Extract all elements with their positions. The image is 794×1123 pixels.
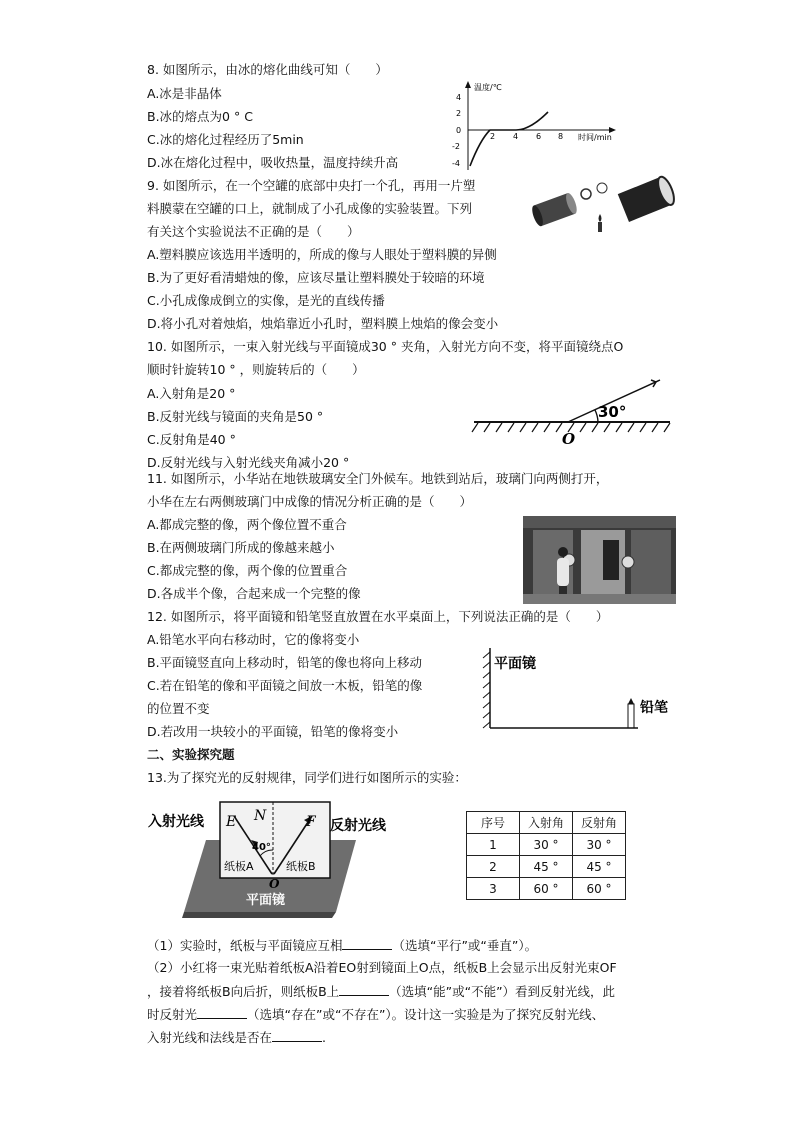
board-b-label: 纸板B (286, 860, 316, 873)
normal-n-label: N (254, 808, 267, 824)
q11-option-c: C.都成完整的像，两个像的位置重合 (147, 563, 348, 578)
table-cell: 30 ° (573, 834, 626, 856)
ice-melting-graph (452, 78, 652, 174)
reflection-experiment-figure (146, 800, 406, 920)
answer-blank-3[interactable] (197, 1006, 247, 1019)
q11-option-d: D.各成半个像，合起来成一个完整的像 (147, 586, 361, 601)
q9-option-c: C.小孔成像成倒立的实像，是光的直线传播 (147, 293, 385, 308)
table-row (467, 856, 626, 878)
pencil-label: 铅笔 (640, 700, 668, 716)
q12-option-c-2: 的位置不变 (147, 701, 210, 716)
q10-stem-2: 顺时针旋转10 ° ，则旋转后的（ ） (147, 362, 365, 377)
table-row (467, 878, 626, 900)
q13-part1 (147, 937, 537, 954)
q11-option-b: B.在两侧玻璃门所成的像越来越小 (147, 540, 335, 555)
xtick-6: 6 (536, 132, 542, 141)
q8-option-d: D.冰在熔化过程中，吸收热量，温度持续升高 (147, 155, 399, 170)
angle-40-label: 40° (252, 842, 271, 853)
graph-ylabel: 温度/℃ (474, 83, 502, 92)
table-cell: 45 ° (520, 856, 573, 878)
q13-part2-text-a: ，接着将纸板B向后折，则纸板B上 (147, 984, 340, 999)
ytick-2: 2 (456, 109, 462, 118)
q12-option-b: B.平面镜竖直向上移动时，铅笔的像也将向上移动 (147, 655, 423, 670)
q13-part2-text-f: . (322, 1030, 326, 1045)
table-header-reflected: 反射角 (573, 812, 626, 834)
table-header-incident: 入射角 (520, 812, 573, 834)
q9-option-a: A.塑料膜应该选用半透明的，所成的像与人眼处于塑料膜的异侧 (147, 247, 497, 262)
answer-blank-2[interactable] (339, 983, 389, 996)
plane-mirror-label: 平面镜 (246, 893, 286, 908)
q9-option-d: D.将小孔对着烛焰，烛焰靠近小孔时，塑料膜上烛焰的像会变小 (147, 316, 499, 331)
pinhole-camera-figure (528, 174, 678, 244)
table-header-index: 序号 (467, 812, 520, 834)
q12-stem: 12. 如图所示，将平面镜和铅笔竖直放置在水平桌面上，下列说法正确的是（ ） (147, 609, 609, 624)
table-cell: 2 (467, 856, 520, 878)
table-cell: 3 (467, 878, 520, 900)
table-cell: 60 ° (520, 878, 573, 900)
q10-option-b: B.反射光线与镜面的夹角是50 ° (147, 409, 324, 424)
table-row (467, 834, 626, 856)
q8-stem: 8. 如图所示，由冰的熔化曲线可知（ ） (147, 62, 388, 77)
q10-option-c: C.反射角是40 ° (147, 432, 236, 447)
q13-part2-text-c: 时反射光 (147, 1007, 198, 1022)
q12-option-d: D.若改用一块较小的平面镜，铅笔的像将变小 (147, 724, 399, 739)
q13-stem: 13.为了探究光的反射规律，同学们进行如图所示的实验： (147, 770, 467, 785)
q13-part2-line1: （2）小红将一束光贴着纸板A沿着EO射到镜面上O点，纸板B上会显示出反射光束OF (147, 960, 617, 975)
q10-option-a: A.入射角是20 ° (147, 386, 236, 401)
q9-stem-3: 有关这个实验说法不正确的是（ ） (147, 224, 360, 239)
table-cell: 60 ° (573, 878, 626, 900)
q13-part1-text-a: （1）实验时，纸板与平面镜应互相 (147, 938, 343, 953)
q13-part2-line4 (147, 1029, 326, 1046)
ytick-0: 0 (456, 126, 462, 135)
xtick-2: 2 (490, 132, 496, 141)
q11-option-a: A.都成完整的像，两个像位置不重合 (147, 517, 347, 532)
table-cell: 45 ° (573, 856, 626, 878)
q10-stem-1: 10. 如图所示，一束入射光线与平面镜成30 ° 夹角，入射光方向不变，将平面镜绕点O (147, 339, 624, 354)
graph-xlabel: 时间/min (578, 133, 612, 142)
section-2-title: 二、实验探究题 (147, 747, 235, 762)
mirror-angle-figure (470, 372, 680, 448)
q11-stem-2: 小华在左右两侧玻璃门中成像的情况分析正确的是（ ） (147, 494, 473, 509)
point-o-label: O (269, 877, 280, 891)
answer-blank-4[interactable] (272, 1029, 322, 1042)
ytick-neg2: -2 (452, 142, 460, 151)
xtick-4: 4 (513, 132, 519, 141)
q13-part2-text-d: （选填“存在”或“不存在”）。设计这一实验是为了探究反射光线、 (247, 1007, 605, 1022)
point-e-label: E (226, 814, 237, 830)
q13-part2-line3 (147, 1006, 604, 1023)
q12-option-c-1: C.若在铅笔的像和平面镜之间放一木板，铅笔的像 (147, 678, 423, 693)
point-f-label: F (306, 814, 316, 830)
q8-option-b: B.冰的熔点为0 ° C (147, 109, 253, 124)
q9-stem-2: 料膜蒙在空罐的口上，就制成了小孔成像的实验装置。下列 (147, 201, 473, 216)
q11-stem-1: 11. 如图所示，小华站在地铁玻璃安全门外候车。地铁到站后，玻璃门向两侧打开， (147, 471, 609, 486)
q10-option-d: D.反射光线与入射光线夹角减小20 ° (147, 455, 350, 470)
q13-part2-line2 (147, 983, 615, 1000)
q13-part2-text-e: 入射光线和法线是否在 (147, 1030, 273, 1045)
board-a-label: 纸板A (224, 860, 254, 873)
xtick-8: 8 (558, 132, 564, 141)
mirror-label: 平面镜 (494, 656, 536, 672)
mirror-pencil-figure (478, 644, 678, 732)
ytick-neg4: -4 (452, 159, 460, 168)
ytick-4: 4 (456, 93, 462, 102)
answer-blank-1[interactable] (342, 937, 392, 950)
q13-part2-text-b: （选填“能”或“不能”）看到反射光线，此 (389, 984, 616, 999)
table-cell: 30 ° (520, 834, 573, 856)
q8-option-a: A.冰是非晶体 (147, 86, 222, 101)
reflected-ray-label: 反射光线 (330, 818, 386, 834)
subway-door-photo (523, 516, 676, 604)
point-o-label: O (562, 430, 576, 448)
q13-part1-text-b: （选填“平行”或“垂直”）。 (392, 938, 538, 953)
table-cell: 1 (467, 834, 520, 856)
q8-option-c: C.冰的熔化过程经历了5min (147, 132, 304, 147)
angle-label: 30° (598, 403, 627, 421)
q9-stem-1: 9. 如图所示，在一个空罐的底部中央打一个孔，再用一片塑 (147, 178, 476, 193)
q9-option-b: B.为了更好看清蜡烛的像，应该尽量让塑料膜处于较暗的环境 (147, 270, 485, 285)
incident-ray-label: 入射光线 (148, 814, 204, 830)
angle-data-table (466, 811, 626, 900)
q12-option-a: A.铅笔水平向右移动时，它的像将变小 (147, 632, 360, 647)
